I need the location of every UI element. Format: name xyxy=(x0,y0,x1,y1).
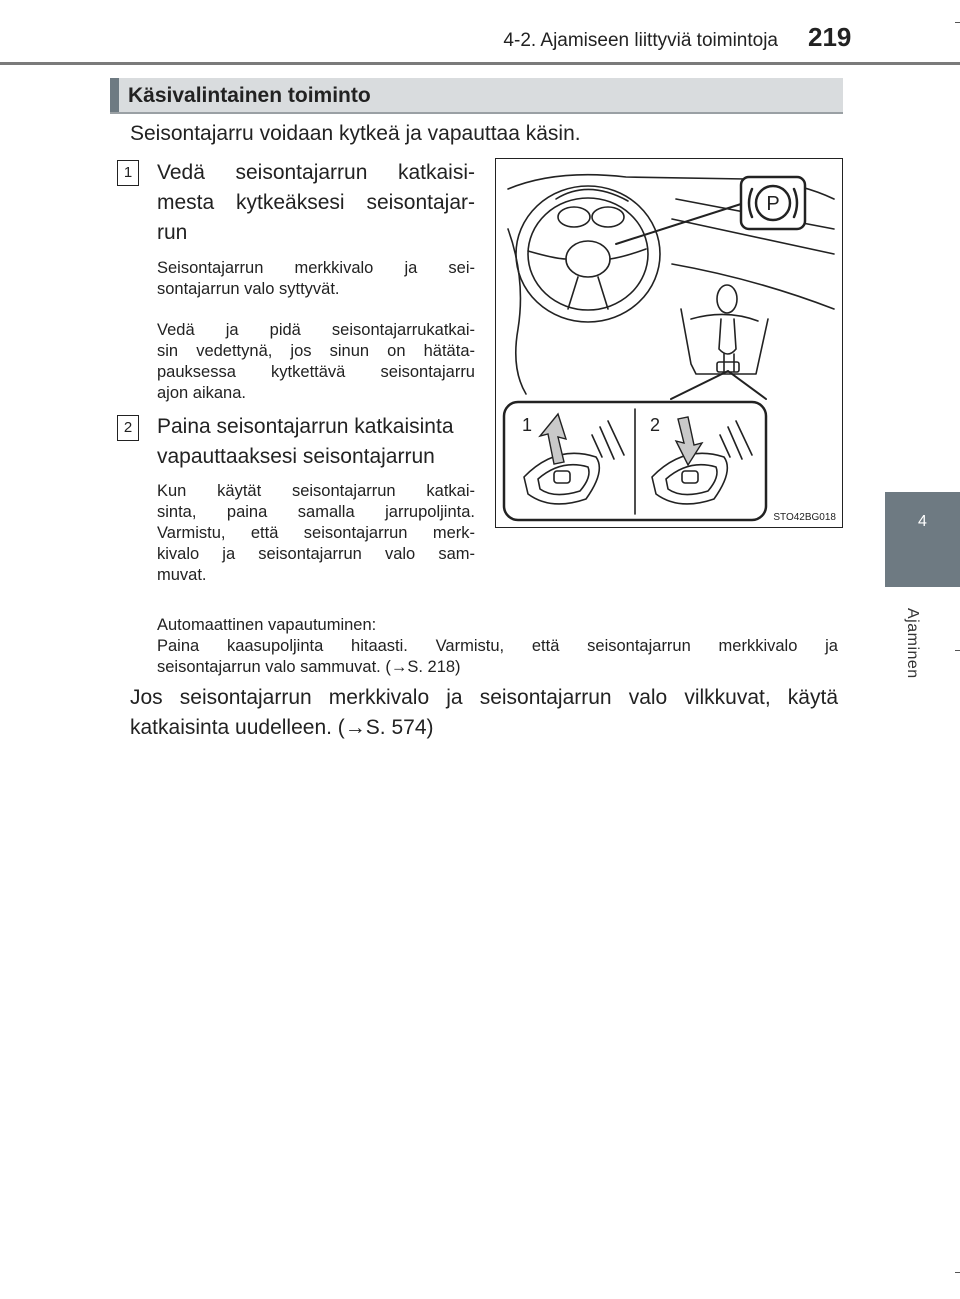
chapter-number: 4 xyxy=(918,513,927,530)
note-line: Paina kaasupoljinta hitaasti. Varmistu, että seisontajarrun merkkivalo ja xyxy=(157,637,838,655)
parking-brake-figure xyxy=(495,158,843,528)
step-1-title xyxy=(157,158,475,248)
note-line: muvat. xyxy=(157,566,207,584)
final-paragraph xyxy=(130,683,838,743)
chapter-label: Ajaminen xyxy=(904,608,921,679)
section-heading: Käsivalintainen toiminto xyxy=(128,84,371,107)
figure-callout-2: 2 xyxy=(650,415,661,435)
paragraph-line: Jos seisontajarrun merkkivalo ja seisontajarrun valo vilkkuvat, käytä xyxy=(130,686,838,709)
step-1-title-line: Vedä seisontajarrun katkaisi- xyxy=(157,161,475,184)
note-line: ajon aikana. xyxy=(157,384,246,402)
step-2-title xyxy=(157,412,475,472)
figure-callout-1: 1 xyxy=(522,415,533,435)
page-number: 219 xyxy=(808,22,852,52)
crop-mark-bottom xyxy=(955,1272,960,1273)
note-line: Seisontajarrun merkkivalo ja sei- xyxy=(157,259,475,277)
step-number-2: 2 xyxy=(117,415,139,441)
parking-brake-switch-illustration-icon xyxy=(496,159,842,527)
header-divider xyxy=(0,62,960,65)
note-line: sin vedettynä, jos sinun on hätäta- xyxy=(157,342,475,360)
note-line: sontajarrun valo syttyvät. xyxy=(157,280,340,298)
note-line: sinta, paina samalla jarrupoljinta. xyxy=(157,503,475,521)
section-heading-underline xyxy=(110,112,843,114)
chapter-tab xyxy=(885,492,960,587)
step-2-title-line: vapauttaaksesi seisontajarrun xyxy=(157,445,435,468)
section-heading-accent xyxy=(110,78,119,114)
step-2-note xyxy=(157,481,475,586)
note-line: Vedä ja pidä seisontajarrukatkai- xyxy=(157,321,475,339)
intro-text: Seisontajarru voidaan kytkeä ja vapauttaa käsin. xyxy=(130,122,581,145)
step-2-title-line: Paina seisontajarrun katkaisinta xyxy=(157,415,454,438)
crop-mark-mid xyxy=(955,650,960,651)
p-symbol: P xyxy=(766,193,780,215)
step-1-title-line: run xyxy=(157,221,188,244)
figure-code: STO42BG018 xyxy=(773,512,836,523)
crop-mark-top xyxy=(955,22,960,23)
note-line: kivalo ja seisontajarrun valo sam- xyxy=(157,545,475,563)
step-number-1: 1 xyxy=(117,160,139,186)
step-1-note-2 xyxy=(157,320,475,404)
note-line: pauksessa kytkettävä seisontajarru xyxy=(157,363,475,381)
header-section-title: 4-2. Ajamiseen liittyviä toimintoja xyxy=(503,30,778,51)
step-1-note-1 xyxy=(157,258,475,300)
note-line: Varmistu, että seisontajarrun merk- xyxy=(157,524,475,542)
step-1-title-line: mesta kytkeäksesi seisontajar- xyxy=(157,191,475,214)
auto-release-note xyxy=(157,615,838,678)
note-line: Automaattinen vapautuminen: xyxy=(157,616,377,634)
paragraph-line: katkaisinta uudelleen. (→S. 574) xyxy=(130,716,434,739)
note-line: Kun käytät seisontajarrun katkai- xyxy=(157,482,475,500)
note-line: seisontajarrun valo sammuvat. (→S. 218) xyxy=(157,658,461,676)
